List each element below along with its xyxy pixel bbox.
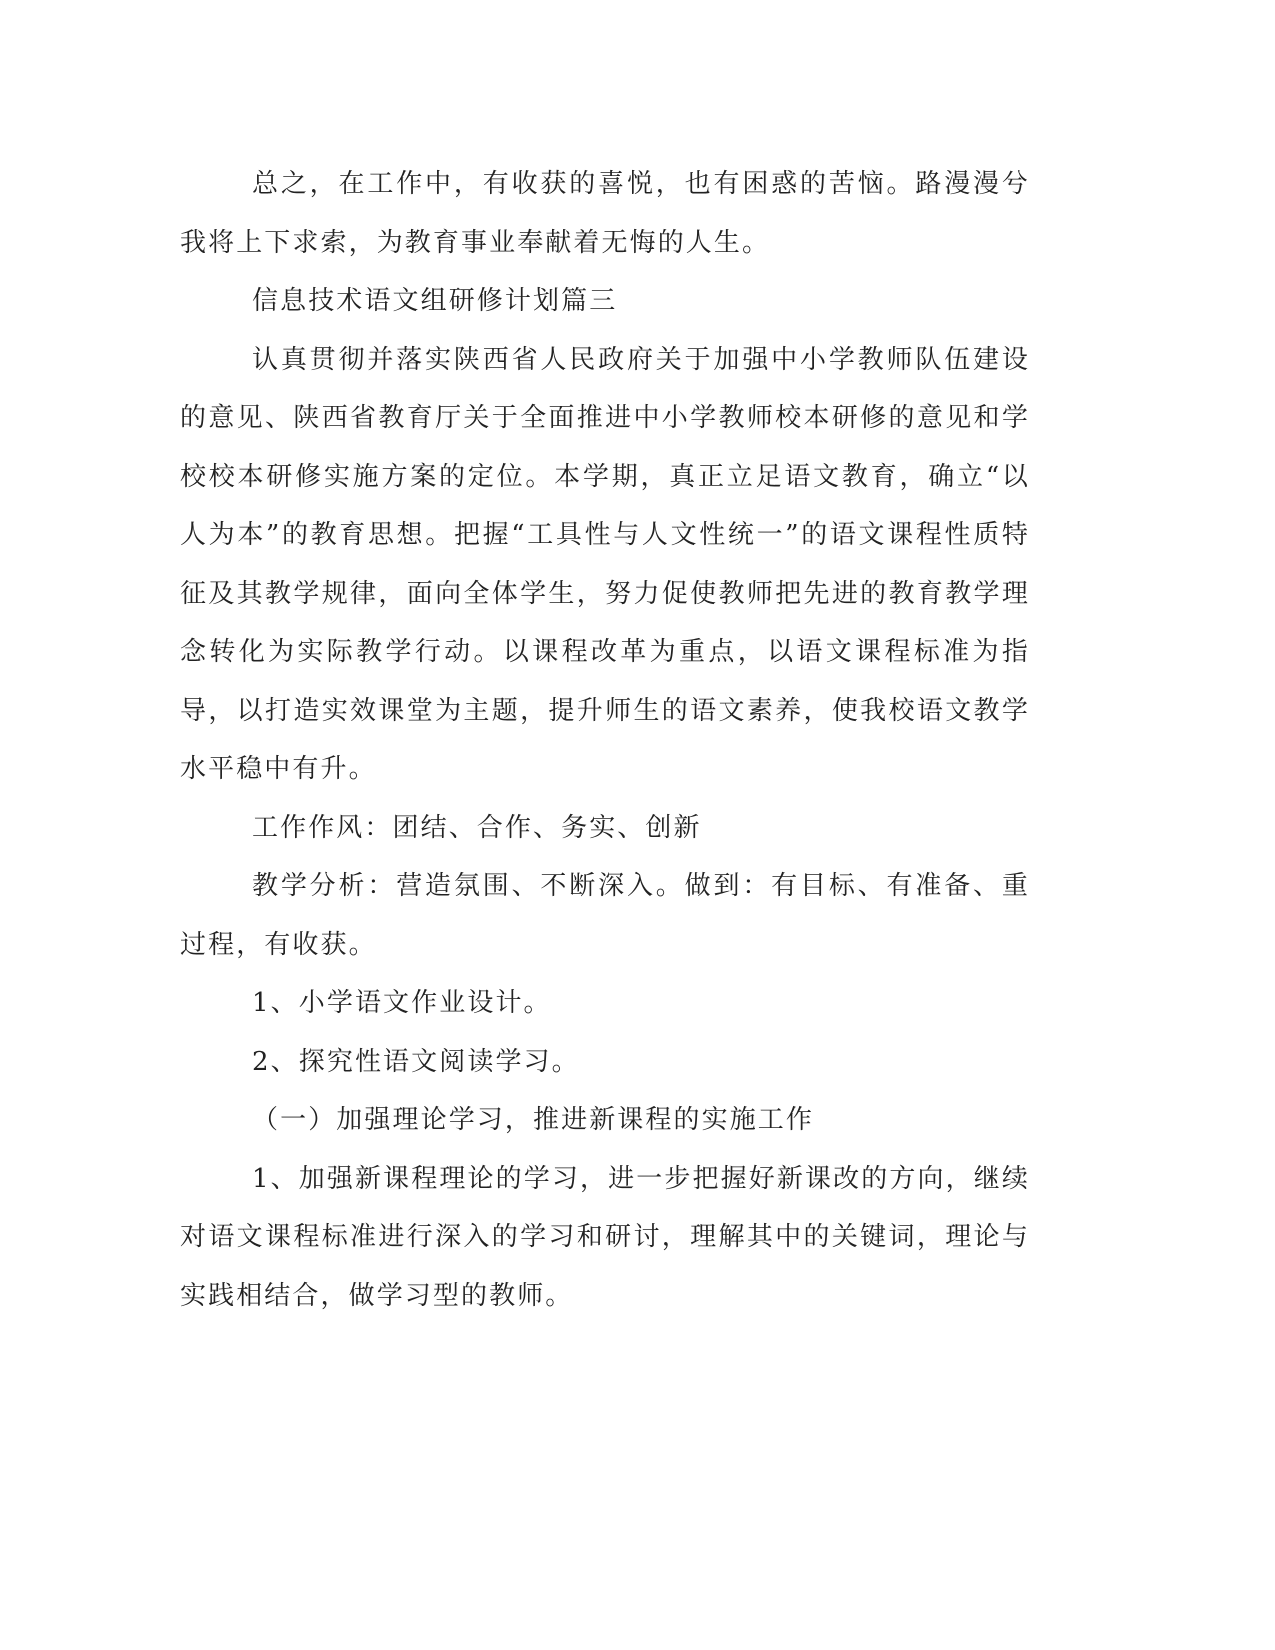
paragraph-work-style: 工作作风：团结、合作、务实、创新 <box>252 812 702 843</box>
paragraph-conclusion: 总之，在工作中，有收获的喜悦，也有困惑的苦恼。路漫漫兮我将上下求索，为教育事业奉献着无悔的人生。 <box>180 169 1030 258</box>
paragraph-teaching-analysis: 教学分析：营造氛围、不断深入。做到：有目标、有准备、重过程，有收获。 <box>180 871 1030 960</box>
paragraph-intro: 认真贯彻并落实陕西省人民政府关于加强中小学教师队伍建设的意见、陕西省教育厅关于全面推进中小学教师校本研修的意见和学校校本研修实施方案的定位。本学期，真正立足语文教育，确立“以人为本”的教育思想。把握“工具性与人文性统一”的语文课程性质特征及其教学规律，面向全体学生，努力促使教师把先进的教育教学理念转化为实际教学行动。以课程改革为重点，以语文课程标准为指导，以打造实效课堂为主题，提升师生的语文素养，使我校语文教学水平稳中有升。 <box>180 344 1030 784</box>
section-heading: 信息技术语文组研修计划篇三 <box>252 286 618 316</box>
list-item-1: 1、小学语文作业设计。 <box>252 988 552 1018</box>
paragraph-theory-study: 1、加强新课程理论的学习，进一步把握好新课改的方向，继续对语文课程标准进行深入的学习和研讨，理解其中的关键词，理论与实践相结合，做学习型的教师。 <box>180 1163 1030 1311</box>
list-item-2: 2、探究性语文阅读学习。 <box>252 1046 580 1077</box>
subsection-heading: （一）加强理论学习，推进新课程的实施工作 <box>252 1105 815 1135</box>
document-body <box>180 155 1030 1325</box>
